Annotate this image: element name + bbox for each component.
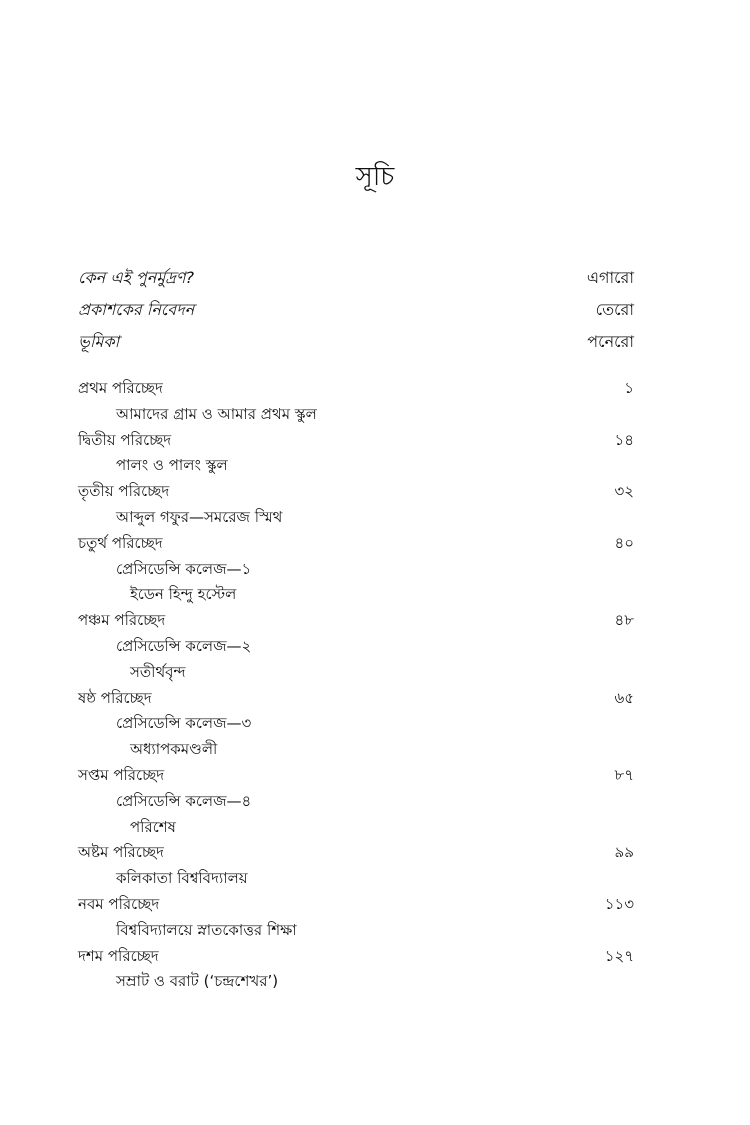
chapter-entry[interactable] bbox=[78, 763, 634, 840]
chapter-subtitle: সম্রাট ও বরাট (‘চন্দ্রশেখর’) bbox=[116, 972, 279, 991]
chapter-entry[interactable] bbox=[78, 840, 634, 892]
page-title: সূচি bbox=[355, 162, 395, 192]
chapter-page: ৪০ bbox=[614, 533, 634, 552]
chapter-title: পঞ্চম পরিচ্ছেদ bbox=[78, 611, 166, 630]
chapter-title: প্রথম পরিচ্ছেদ bbox=[78, 379, 163, 397]
front-matter-page: তেরো bbox=[595, 300, 634, 319]
chapter-page: ৮৭ bbox=[614, 765, 634, 784]
chapter-subtitle: বিশ্ববিদ্যালয়ে স্নাতকোত্তর শিক্ষা bbox=[116, 920, 297, 939]
chapter-title: তৃতীয় পরিচ্ছেদ bbox=[78, 482, 170, 501]
chapter-entry[interactable] bbox=[78, 531, 634, 608]
chapter-subtitle: কলিকাতা বিশ্ববিদ্যালয় bbox=[116, 869, 248, 888]
chapter-entry[interactable] bbox=[78, 376, 634, 428]
front-matter-entry[interactable] bbox=[78, 326, 634, 358]
front-matter-page: পনেরো bbox=[587, 332, 634, 351]
chapter-page: ১২৭ bbox=[604, 946, 634, 965]
chapter-entry[interactable] bbox=[78, 479, 634, 531]
chapter-subtitle: আব্দুল গফুর—সমরেজ স্মিথ bbox=[116, 507, 283, 526]
chapter-subtitle: ইডেন হিন্দু হস্টেল bbox=[130, 585, 237, 604]
chapter-page: ১১৩ bbox=[604, 894, 634, 913]
chapter-title: দশম পরিচ্ছেদ bbox=[78, 946, 159, 965]
chapter-entry[interactable] bbox=[78, 944, 634, 996]
chapter-page: ১৪ bbox=[614, 430, 634, 449]
chapter-page: ১ bbox=[624, 379, 634, 397]
front-matter-label: প্রকাশকের নিবেদন bbox=[78, 300, 195, 319]
chapter-entry[interactable] bbox=[78, 428, 634, 480]
front-matter-page: এগারো bbox=[586, 268, 634, 287]
chapter-title: নবম পরিচ্ছেদ bbox=[78, 894, 160, 913]
chapter-subtitle: আমাদের গ্রাম ও আমার প্রথম স্কুল bbox=[116, 404, 317, 423]
chapter-entry[interactable] bbox=[78, 608, 634, 685]
front-matter-entry[interactable] bbox=[78, 294, 634, 326]
chapter-page: ৯৯ bbox=[614, 843, 634, 862]
front-matter-entry[interactable] bbox=[78, 262, 634, 294]
front-matter-list bbox=[78, 262, 634, 358]
chapter-list bbox=[78, 376, 634, 995]
chapter-subtitle: প্রেসিডেন্সি কলেজ—৪ bbox=[116, 791, 252, 810]
chapter-subtitle: অধ্যাপকমণ্ডলী bbox=[130, 740, 218, 759]
chapter-entry[interactable] bbox=[78, 892, 634, 944]
chapter-title: ষষ্ঠ পরিচ্ছেদ bbox=[78, 688, 152, 707]
chapter-entry[interactable] bbox=[78, 686, 634, 763]
chapter-subtitle: প্রেসিডেন্সি কলেজ—৩ bbox=[116, 714, 252, 733]
chapter-page: ৩২ bbox=[614, 482, 634, 501]
chapter-subtitle: পরিশেষ bbox=[130, 817, 176, 836]
front-matter-label: কেন এই পুনর্মুদ্রণ? bbox=[78, 268, 194, 287]
chapter-subtitle: সতীর্থবৃন্দ bbox=[130, 662, 186, 681]
chapter-subtitle: পালং ও পালং স্কুল bbox=[116, 456, 228, 475]
chapter-title: চতুর্থ পরিচ্ছেদ bbox=[78, 533, 163, 552]
front-matter-label: ভূমিকা bbox=[78, 332, 120, 351]
chapter-title: দ্বিতীয় পরিচ্ছেদ bbox=[78, 430, 172, 449]
chapter-title: সপ্তম পরিচ্ছেদ bbox=[78, 765, 165, 784]
chapter-page: ৬৫ bbox=[614, 688, 634, 707]
chapter-title: অষ্টম পরিচ্ছেদ bbox=[78, 843, 164, 862]
chapter-page: ৪৮ bbox=[614, 611, 634, 630]
chapter-subtitle: প্রেসিডেন্সি কলেজ—২ bbox=[116, 636, 252, 655]
chapter-subtitle: প্রেসিডেন্সি কলেজ—১ bbox=[116, 559, 252, 578]
